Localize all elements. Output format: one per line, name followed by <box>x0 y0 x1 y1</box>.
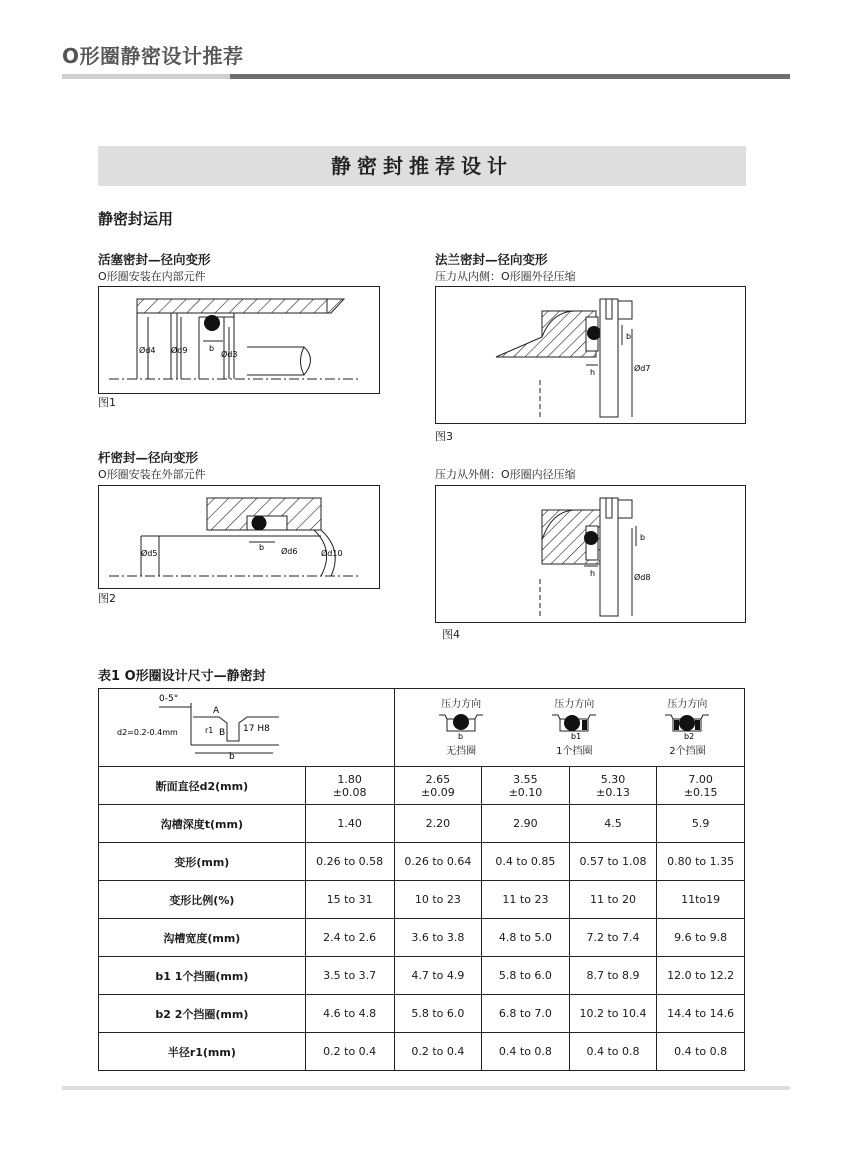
page-header-title: O形圈静密设计推荐 <box>62 44 244 68</box>
table-head-row <box>99 689 745 767</box>
fig4-caption: 图4 <box>442 628 460 641</box>
pressure-head-0: 压力方向 b 无挡圈 <box>441 698 482 757</box>
section-title: 静密封运用 <box>98 210 174 228</box>
table-cell: 0.26 to 0.58 <box>305 843 394 881</box>
table-cell: 8.7 to 8.9 <box>569 957 657 995</box>
table-cell: 0.2 to 0.4 <box>394 1033 482 1071</box>
table-cell: 5.9 <box>657 805 745 843</box>
groove-A: A <box>213 706 220 716</box>
table-cell: 6.8 to 7.0 <box>482 995 570 1033</box>
groove-angle: 0-5° <box>159 694 179 704</box>
header-rule-light <box>62 74 230 79</box>
fig2-label-b: b <box>259 543 265 552</box>
table-cell: 1.80 ±0.08 <box>305 767 394 805</box>
table-cell: 0.26 to 0.64 <box>394 843 482 881</box>
table-cell: 4.7 to 4.9 <box>394 957 482 995</box>
table-cell: 2.65 ±0.09 <box>394 767 482 805</box>
groove-d2: d2=0.2-0.4mm <box>117 728 179 737</box>
table-cell: 7.00 ±0.15 <box>657 767 745 805</box>
fig2-drawing <box>98 485 380 589</box>
table-title: 表1 O形圈设计尺寸—静密封 <box>98 669 266 684</box>
fig1-label-d4: Ød4 <box>139 346 156 355</box>
groove-drawing-cell <box>99 689 395 767</box>
fig1-drawing <box>98 286 380 394</box>
fig2-subtitle: O形圈安装在外部元件 <box>98 468 206 481</box>
table-cell: 0.2 to 0.4 <box>305 1033 394 1071</box>
fig4-subtitle: 压力从外侧：O形圈内径压缩 <box>435 468 576 481</box>
table-row <box>99 919 745 957</box>
table-cell: 14.4 to 14.6 <box>657 995 745 1033</box>
table-cell: 0.4 to 0.8 <box>657 1033 745 1071</box>
svg-text:b1: b1 <box>571 731 582 741</box>
table-body <box>99 767 745 1071</box>
fig3-label-b: b <box>626 332 632 341</box>
row-label: 沟槽深度t(mm) <box>99 805 306 843</box>
svg-text:b2: b2 <box>684 731 695 741</box>
table-row <box>99 957 745 995</box>
table-cell: 1.40 <box>305 805 394 843</box>
table-cell: 3.55 ±0.10 <box>482 767 570 805</box>
row-label: 沟槽宽度(mm) <box>99 919 306 957</box>
table-cell: 3.5 to 3.7 <box>305 957 394 995</box>
table-cell: 5.30 ±0.13 <box>569 767 657 805</box>
fig3-label-h: h <box>590 368 596 377</box>
table-cell: 12.0 to 12.2 <box>657 957 745 995</box>
fig1-subtitle: O形圈安装在内部元件 <box>98 270 206 283</box>
table-cell: 4.6 to 4.8 <box>305 995 394 1033</box>
table-cell: 4.8 to 5.0 <box>482 919 570 957</box>
fig4-drawing <box>435 485 746 623</box>
header-rule-dark <box>230 74 790 79</box>
table-cell: 5.8 to 6.0 <box>482 957 570 995</box>
fig3-caption: 图3 <box>435 430 453 443</box>
pressure-head-1: 压力方向 b1 1个挡圈 <box>554 698 595 757</box>
fig3-subtitle: 压力从内侧：O形圈外径压缩 <box>435 270 576 283</box>
fig3-label-d7: Ød7 <box>634 364 651 373</box>
fig4-label-b: b <box>640 533 646 542</box>
svg-text:b: b <box>458 731 464 741</box>
table-cell: 0.4 to 0.85 <box>482 843 570 881</box>
table-cell: 0.4 to 0.8 <box>482 1033 570 1071</box>
fig1-label-d9: Ød9 <box>171 346 188 355</box>
table-cell: 3.6 to 3.8 <box>394 919 482 957</box>
row-label: 半径r1(mm) <box>99 1033 306 1071</box>
fig3-drawing <box>435 286 746 424</box>
table-cell: 2.90 <box>482 805 570 843</box>
row-label: b1 1个挡圈(mm) <box>99 957 306 995</box>
table-cell: 15 to 31 <box>305 881 394 919</box>
fig4-label-d8: Ød8 <box>634 573 651 582</box>
banner-title: 静密封推荐设计 <box>331 154 513 178</box>
table-cell: 0.57 to 1.08 <box>569 843 657 881</box>
banner <box>98 146 746 186</box>
table-row <box>99 843 745 881</box>
row-label: 断面直径d2(mm) <box>99 767 306 805</box>
table-cell: 0.4 to 0.8 <box>569 1033 657 1071</box>
fig2-title: 杆密封—径向变形 <box>98 450 199 465</box>
fig2-caption: 图2 <box>98 592 116 605</box>
fig1-title: 活塞密封—径向变形 <box>98 252 211 267</box>
row-label: 变形(mm) <box>99 843 306 881</box>
table-cell: 5.8 to 6.0 <box>394 995 482 1033</box>
table-cell: 11to19 <box>657 881 745 919</box>
fig1-label-d3: Ød3 <box>221 350 238 359</box>
groove-b: b <box>229 752 236 762</box>
table-cell: 10.2 to 10.4 <box>569 995 657 1033</box>
table-row <box>99 881 745 919</box>
groove-drawing <box>101 689 391 763</box>
fig1-caption: 图1 <box>98 396 116 409</box>
fig2-label-d10: Ød10 <box>321 549 343 558</box>
table-row <box>99 1033 745 1071</box>
fig2-label-d6: Ød6 <box>281 547 298 556</box>
fig4-label-h: h <box>590 569 596 578</box>
groove-B: B <box>219 728 226 738</box>
row-label: 变形比例(%) <box>99 881 306 919</box>
table-cell: 9.6 to 9.8 <box>657 919 745 957</box>
groove-r1: r1 <box>205 726 214 735</box>
fig1-label-b: b <box>209 344 215 353</box>
table-cell: 2.20 <box>394 805 482 843</box>
pressure-head-2: 压力方向 b2 2个挡圈 <box>667 698 708 757</box>
table-cell: 4.5 <box>569 805 657 843</box>
table-row <box>99 767 745 805</box>
footer-rule <box>62 1086 790 1090</box>
table-cell: 0.80 to 1.35 <box>657 843 745 881</box>
table-cell: 11 to 23 <box>482 881 570 919</box>
table-cell: 11 to 20 <box>569 881 657 919</box>
fig3-title: 法兰密封—径向变形 <box>435 252 548 267</box>
table-cell: 10 to 23 <box>394 881 482 919</box>
fig2-label-d5: Ød5 <box>141 549 158 558</box>
table-row <box>99 805 745 843</box>
table-cell: 7.2 to 7.4 <box>569 919 657 957</box>
row-label: b2 2个挡圈(mm) <box>99 995 306 1033</box>
pressure-heads-cell <box>394 689 744 767</box>
table-row <box>99 995 745 1033</box>
spec-table <box>98 688 745 1071</box>
table-cell: 2.4 to 2.6 <box>305 919 394 957</box>
groove-fit: 17 H8 <box>243 724 271 734</box>
